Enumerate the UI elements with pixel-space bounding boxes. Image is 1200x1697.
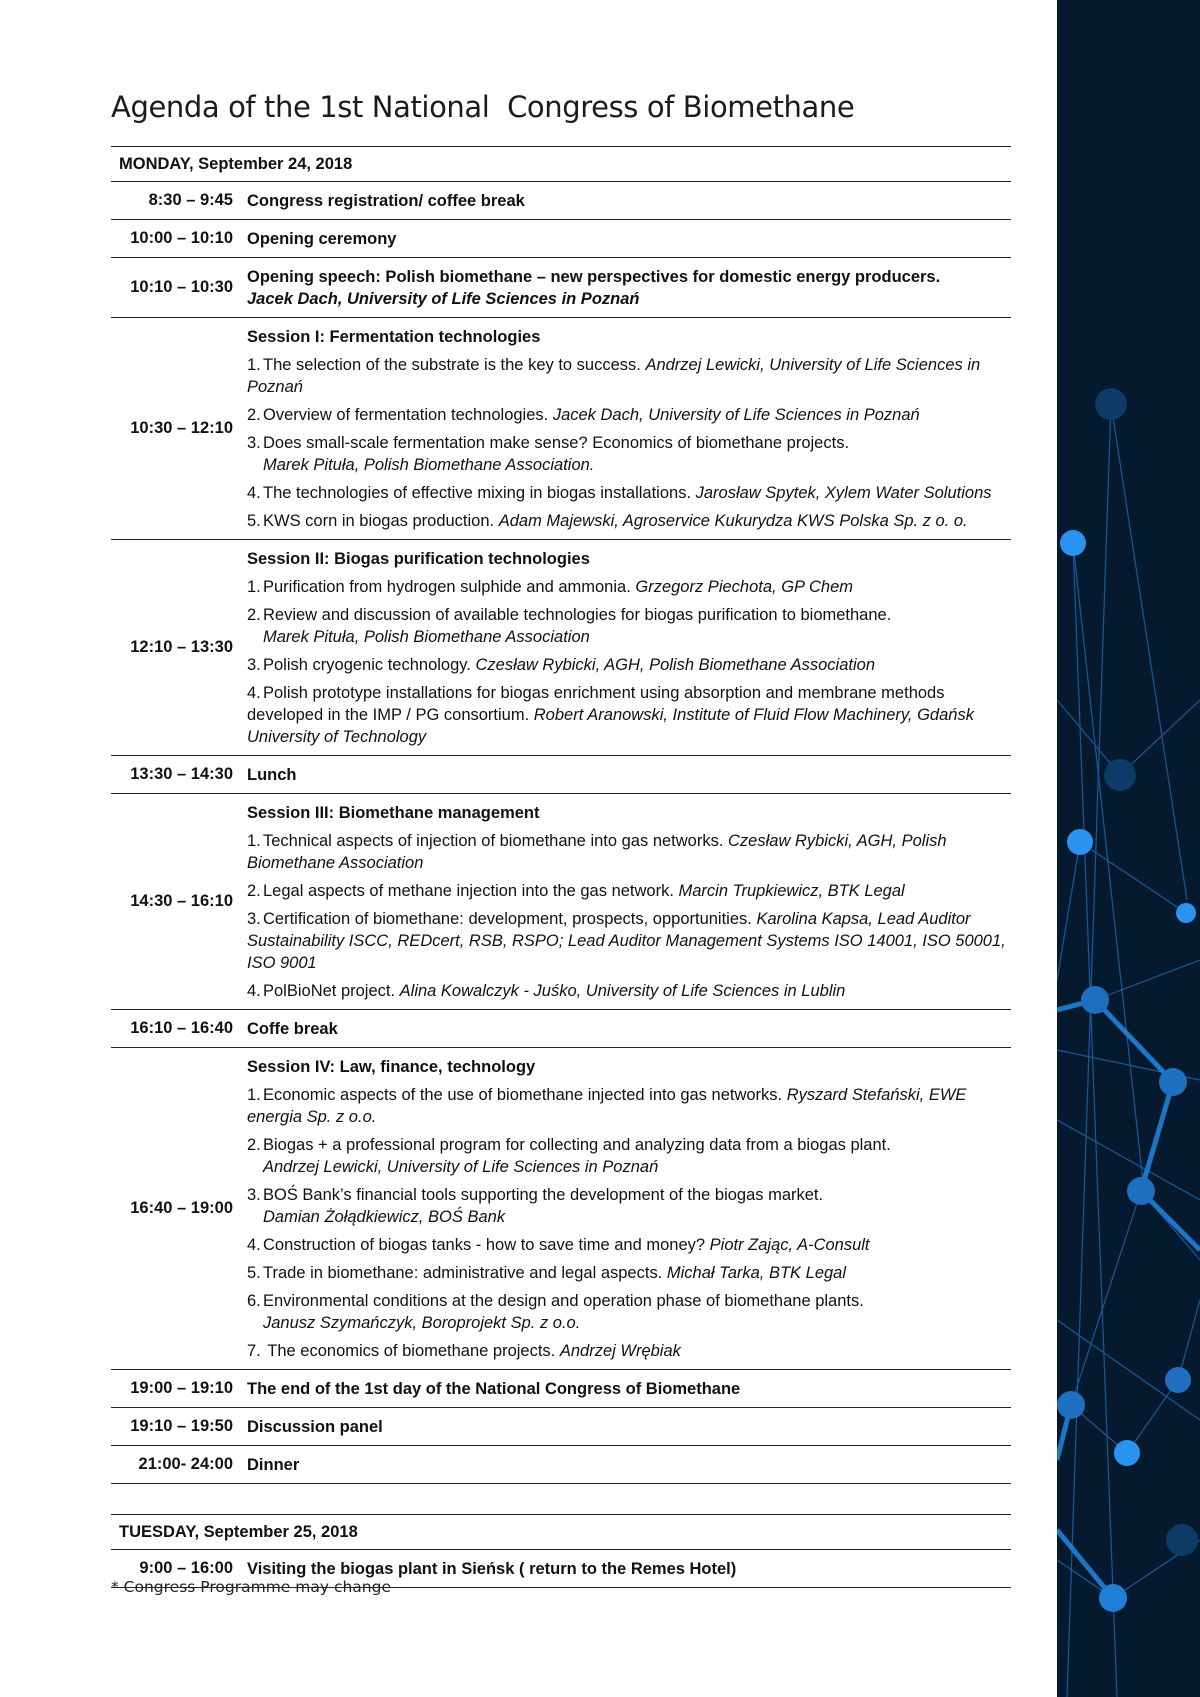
talk-item: [247, 880, 1011, 902]
agenda-row: [111, 794, 1011, 1010]
talk-number: 2.: [247, 1136, 261, 1154]
talk-title: Polish prototype installations for biogas enrichment using absorption and membrane methods developed in the IMP / PG consortium.: [247, 684, 945, 724]
agenda-content: [247, 220, 1011, 257]
talk-title: Biogas + a professional program for collecting and analyzing data from a biogas plant.: [263, 1136, 891, 1154]
talk-number: 2.: [247, 406, 261, 424]
item-title: The end of the 1st day of the National Congress of Biomethane: [247, 1380, 741, 1398]
talk-number: 1.: [247, 1086, 261, 1104]
talk-number: 1.: [247, 578, 261, 596]
day-spacer: [111, 1484, 1011, 1515]
talk-number: 4.: [247, 684, 261, 702]
talk-item: [247, 908, 1011, 974]
talk-author: Marek Pituła, Polish Biomethane Association: [263, 628, 590, 646]
talk-author: Karolina Kapsa, Lead Auditor Sustainability ISCC, REDcert, RSB, RSPO; Lead Auditor Management Systems ISO 14001, ISO 50001, ISO 9001: [247, 910, 1006, 972]
talk-author: Andrzej Lewicki, University of Life Sciences in Poznań: [247, 356, 981, 396]
talk-item: [247, 1262, 1011, 1284]
agenda-row: [111, 1446, 1011, 1484]
talk-item: [247, 682, 1011, 748]
talk-author: Michał Tarka, BTK Legal: [666, 1264, 847, 1282]
talk-number: 4.: [247, 1236, 261, 1254]
agenda-content: [247, 258, 1011, 317]
item-title: Coffe break: [247, 1020, 338, 1038]
talk-author: Marcin Trupkiewicz, BTK Legal: [678, 882, 905, 900]
talk-number: 5.: [247, 512, 261, 530]
talk-author: Damian Żołądkiewicz, BOŚ Bank: [263, 1208, 506, 1226]
item-title: Congress registration/ coffee break: [247, 192, 525, 210]
talk-title: PolBioNet project.: [263, 982, 400, 1000]
talk-item: [247, 510, 1011, 532]
talk-item: [247, 482, 1011, 504]
page-title: Agenda of the 1st National Congress of Biomethane: [111, 90, 855, 124]
talk-title: Trade in biomethane: administrative and legal aspects.: [263, 1264, 667, 1282]
talk-number: 2.: [247, 606, 261, 624]
item-title: Opening speech: Polish biomethane – new perspectives for domestic energy producers.: [247, 268, 941, 286]
talk-item: [247, 1340, 1011, 1362]
session-title: Session I: Fermentation technologies: [247, 328, 541, 346]
agenda-row: [111, 756, 1011, 794]
time-slot: 8:30 – 9:45: [148, 191, 233, 209]
agenda-row: [111, 1408, 1011, 1446]
talk-author: Jarosław Spytek, Xylem Water Solutions: [695, 484, 992, 502]
agenda-content: [247, 756, 1011, 793]
talk-author: Adam Majewski, Agroservice Kukurydza KWS Polska Sp. z o. o.: [498, 512, 968, 530]
talk-number: 7.: [247, 1342, 261, 1360]
talk-author: Andrzej Lewicki, University of Life Sciences in Poznań: [263, 1158, 659, 1176]
talk-title: Does small-scale fermentation make sense? Economics of biomethane projects.: [263, 434, 850, 452]
talk-title: Environmental conditions at the design and operation phase of biomethane plants.: [263, 1292, 864, 1310]
talk-author: Andrzej Wrębiak: [559, 1342, 681, 1360]
time-slot: 13:30 – 14:30: [130, 765, 233, 783]
talk-number: 4.: [247, 484, 261, 502]
talk-item: [247, 576, 1011, 598]
agenda-content: [247, 540, 1011, 755]
talk-number: 5.: [247, 1264, 261, 1282]
talk-item: [247, 1084, 1011, 1128]
talk-title: The selection of the substrate is the key to success.: [263, 356, 646, 374]
talk-author: Robert Aranowski, Institute of Fluid Flow Machinery, Gdańsk University of Technology: [247, 706, 974, 746]
talk-author: Ryszard Stefański, EWE energia Sp. z o.o.: [247, 1086, 967, 1126]
talk-item: [247, 1290, 1011, 1334]
agenda-row: [111, 540, 1011, 756]
time-slot: 10:30 – 12:10: [130, 419, 233, 437]
day-header: TUESDAY, September 25, 2018: [111, 1515, 1011, 1550]
talk-item: [247, 432, 1011, 476]
talk-item: [247, 980, 1011, 1002]
day-header: MONDAY, September 24, 2018: [111, 146, 1011, 182]
talk-author: Piotr Zając, A-Consult: [709, 1236, 870, 1254]
time-slot: 10:00 – 10:10: [130, 229, 233, 247]
item-title: Lunch: [247, 766, 297, 784]
programme-note: * Congress Programme may change: [111, 1578, 391, 1596]
agenda-row: [111, 318, 1011, 540]
agenda-row: [111, 1010, 1011, 1048]
talk-number: 3.: [247, 656, 261, 674]
network-graphic: [1057, 0, 1200, 1697]
talk-title: Construction of biogas tanks - how to save time and money?: [263, 1236, 710, 1254]
item-title: Dinner: [247, 1456, 300, 1474]
time-slot: 16:10 – 16:40: [130, 1019, 233, 1037]
talk-author: Marek Pituła, Polish Biomethane Association.: [263, 456, 595, 474]
agenda-content: [247, 318, 1011, 539]
talk-item: [247, 404, 1011, 426]
agenda-row: [111, 1048, 1011, 1370]
talk-title: Economic aspects of the use of biomethane injected into gas networks.: [263, 1086, 787, 1104]
agenda-table: [111, 146, 1011, 1588]
time-slot: 21:00- 24:00: [138, 1455, 233, 1473]
talk-title: Overview of fermentation technologies.: [263, 406, 553, 424]
talk-item: [247, 354, 1011, 398]
agenda-content: [247, 1370, 1011, 1407]
talk-title: Technical aspects of injection of biomethane into gas networks.: [263, 832, 729, 850]
agenda-content: [247, 1048, 1011, 1369]
talk-item: [247, 1134, 1011, 1178]
talk-title: The economics of biomethane projects.: [263, 1342, 560, 1360]
agenda-row: [111, 182, 1011, 220]
talk-author: Czesław Rybicki, AGH, Polish Biomethane Association: [475, 656, 876, 674]
talk-title: KWS corn in biogas production.: [263, 512, 499, 530]
talk-item: [247, 654, 1011, 676]
talk-author: Janusz Szymańczyk, Boroprojekt Sp. z o.o.: [263, 1314, 581, 1332]
talk-title: The technologies of effective mixing in biogas installations.: [263, 484, 696, 502]
agenda-row: [111, 258, 1011, 318]
talk-item: [247, 1184, 1011, 1228]
talk-item: [247, 1234, 1011, 1256]
time-slot: 10:10 – 10:30: [130, 278, 233, 296]
talk-number: 3.: [247, 434, 261, 452]
talk-number: 1.: [247, 356, 261, 374]
talk-number: 1.: [247, 832, 261, 850]
decorative-network-panel: [1057, 0, 1200, 1697]
talk-author: Alina Kowalczyk - Juśko, University of Life Sciences in Lublin: [399, 982, 846, 1000]
talk-item: [247, 830, 1011, 874]
talk-author: Jacek Dach, University of Life Sciences in Poznań: [552, 406, 920, 424]
agenda-row: [111, 220, 1011, 258]
talk-title: Legal aspects of methane injection into the gas network.: [263, 882, 679, 900]
session-title: Session II: Biogas purification technologies: [247, 550, 590, 568]
agenda-content: [247, 794, 1011, 1009]
item-title: Opening ceremony: [247, 230, 397, 248]
item-speaker: Jacek Dach, University of Life Sciences in Poznań: [247, 290, 640, 308]
talk-number: 3.: [247, 910, 261, 928]
agenda-content: [247, 1446, 1011, 1483]
session-title: Session III: Biomethane management: [247, 804, 540, 822]
time-slot: 16:40 – 19:00: [130, 1199, 233, 1217]
talk-title: Polish cryogenic technology.: [263, 656, 476, 674]
session-title: Session IV: Law, finance, technology: [247, 1058, 536, 1076]
talk-title: Certification of biomethane: development, prospects, opportunities.: [263, 910, 757, 928]
time-slot: 12:10 – 13:30: [130, 638, 233, 656]
time-slot: 19:00 – 19:10: [130, 1379, 233, 1397]
talk-title: Review and discussion of available technologies for biogas purification to biomethane.: [263, 606, 892, 624]
talk-title: Purification from hydrogen sulphide and ammonia.: [263, 578, 636, 596]
talk-author: Czesław Rybicki, AGH, Polish Biomethane Association: [247, 832, 947, 872]
talk-number: 6.: [247, 1292, 261, 1310]
time-slot: 9:00 – 16:00: [139, 1559, 233, 1577]
time-slot: 14:30 – 16:10: [130, 892, 233, 910]
talk-number: 4.: [247, 982, 261, 1000]
agenda-content: [247, 1010, 1011, 1047]
agenda-content: [247, 182, 1011, 219]
agenda-row: [111, 1370, 1011, 1408]
item-title: Discussion panel: [247, 1418, 383, 1436]
agenda-content: [247, 1408, 1011, 1445]
talk-number: 2.: [247, 882, 261, 900]
talk-title: BOŚ Bank’s financial tools supporting the development of the biogas market.: [263, 1186, 824, 1204]
time-slot: 19:10 – 19:50: [130, 1417, 233, 1435]
talk-item: [247, 604, 1011, 648]
talk-number: 3.: [247, 1186, 261, 1204]
item-title: Visiting the biogas plant in Sieńsk ( return to the Remes Hotel): [247, 1560, 737, 1578]
talk-author: Grzegorz Piechota, GP Chem: [635, 578, 854, 596]
